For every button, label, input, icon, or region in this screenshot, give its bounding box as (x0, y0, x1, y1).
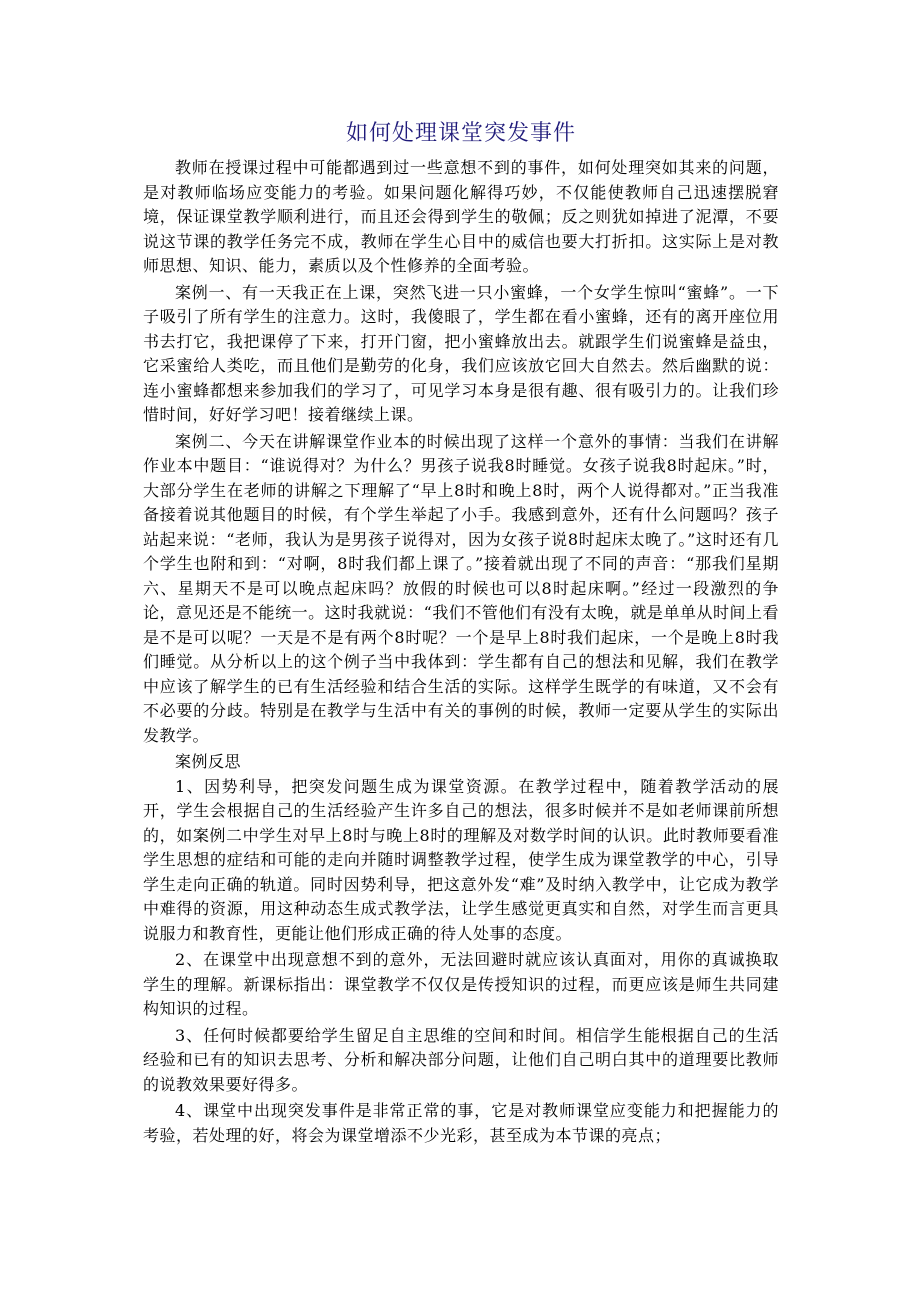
document-page (143, 118, 779, 1150)
document-title: 如何处理课堂突发事件 (345, 121, 576, 146)
reflection-heading: 案例反思 (175, 752, 242, 771)
reflection-point-1: 1、因势利导，把突发问题生成为课堂资源。在教学过程中，随着教学活动的展开，学生会根据自己的生活经验产生许多自己的想法，很多时候并不是如老师课前所想的，如案例二中学生对早上8时与晚上8时的理解及对数学时间的认识。此时教师要看准学生思想的症结和可能的走向并随时调整教学过程，使学生成为课堂教学的中心，引导学生走向正确的轨道。同时因势利导，把这意外发“难”及时纳入教学中，让它成为教学中难得的资源，用这种动态生成式教学法，让学生感觉更真实和自然，对学生而言更具说服力和教育性，更能让他们形成正确的待人处事的态度。 (143, 776, 779, 943)
reflection-point-2: 2、在课堂中出现意想不到的意外，无法回避时就应该认真面对，用你的真诚换取学生的理解。新课标指出：课堂教学不仅仅是传授知识的过程，而更应该是师生共同建构知识的过程。 (143, 950, 779, 1018)
reflection-point-4: 4、课堂中出现突发事件是非常正常的事，它是对教师课堂应变能力和把握能力的考验，若处理的好，将会为课堂增添不少光彩，甚至成为本节课的亮点； (143, 1101, 779, 1145)
case-two-paragraph: 案例二、今天在讲解课堂作业本的时候出现了这样一个意外的事情：当我们在讲解作业本中题目：“谁说得对？为什么？男孩子说我8时睡觉。女孩子说我8时起床。”时，大部分学生在老师的讲解之下理解了“早上8时和晚上8时，两个人说得都对。”正当我准备接着说其他题目的时候，有个学生举起了小手。我感到意外，还有什么问题吗？孩子站起来说：“老师，我认为是男孩子说得对，因为女孩子说8时起床太晚了。”这时还有几个学生也附和到：“对啊，8时我们都上课了。”接着就出现了不同的声音：“那我们星期六、星期天不是可以晚点起床吗？放假的时候也可以8时起床啊。”经过一段激烈的争论，意见还是不能统一。这时我就说：“我们不管他们有没有太晚，就是单单从时间上看是不是可以呢？一天是不是有两个8时呢？一个是早上8时我们起床，一个是晚上8时我们睡觉。从分析以上的这个例子当中我体到：学生都有自己的想法和见解，我们在教学中应该了解学生的已有生活经验和结合生活的实际。这样学生既学的有味道，又不会有不必要的分歧。特别是在教学与生活中有关的事例的时候，教师一定要从学生的实际出发教学。 (143, 431, 779, 745)
intro-paragraph: 教师在授课过程中可能都遇到过一些意想不到的事件，如何处理突如其来的问题，是对教师临场应变能力的考验。如果问题化解得巧妙，不仅能使教师自己迅速摆脱窘境，保证课堂教学顺利进行，而且还会得到学生的敬佩；反之则犹如掉进了泥潭，不要说这节课的教学任务完不成，教师在学生心目中的威信也要大打折扣。这实际上是对教师思想、知识、能力，素质以及个性修养的全面考验。 (143, 158, 779, 275)
case-one-paragraph: 案例一、有一天我正在上课，突然飞进一只小蜜蜂，一个女学生惊叫“蜜蜂”。一下子吸引了所有学生的注意力。这时，我傻眼了，学生都在看小蜜蜂，还有的离开座位用书去打它，我把课停了下来，打开门窗，把小蜜蜂放出去。就跟学生们说蜜蜂是益虫，它采蜜给人类吃，而且他们是勤劳的化身，我们应该放它回大自然去。然后幽默的说：连小蜜蜂都想来参加我们的学习了，可见学习本身是很有趣、很有吸引力的。让我们珍惜时间，好好学习吧！接着继续上课。 (143, 282, 779, 424)
reflection-point-3: 3、任何时候都要给学生留足自主思维的空间和时间。相信学生能根据自己的生活经验和已有的知识去思考、分析和解决部分问题，让他们自己明白其中的道理要比教师的说教效果要好得多。 (143, 1025, 779, 1094)
